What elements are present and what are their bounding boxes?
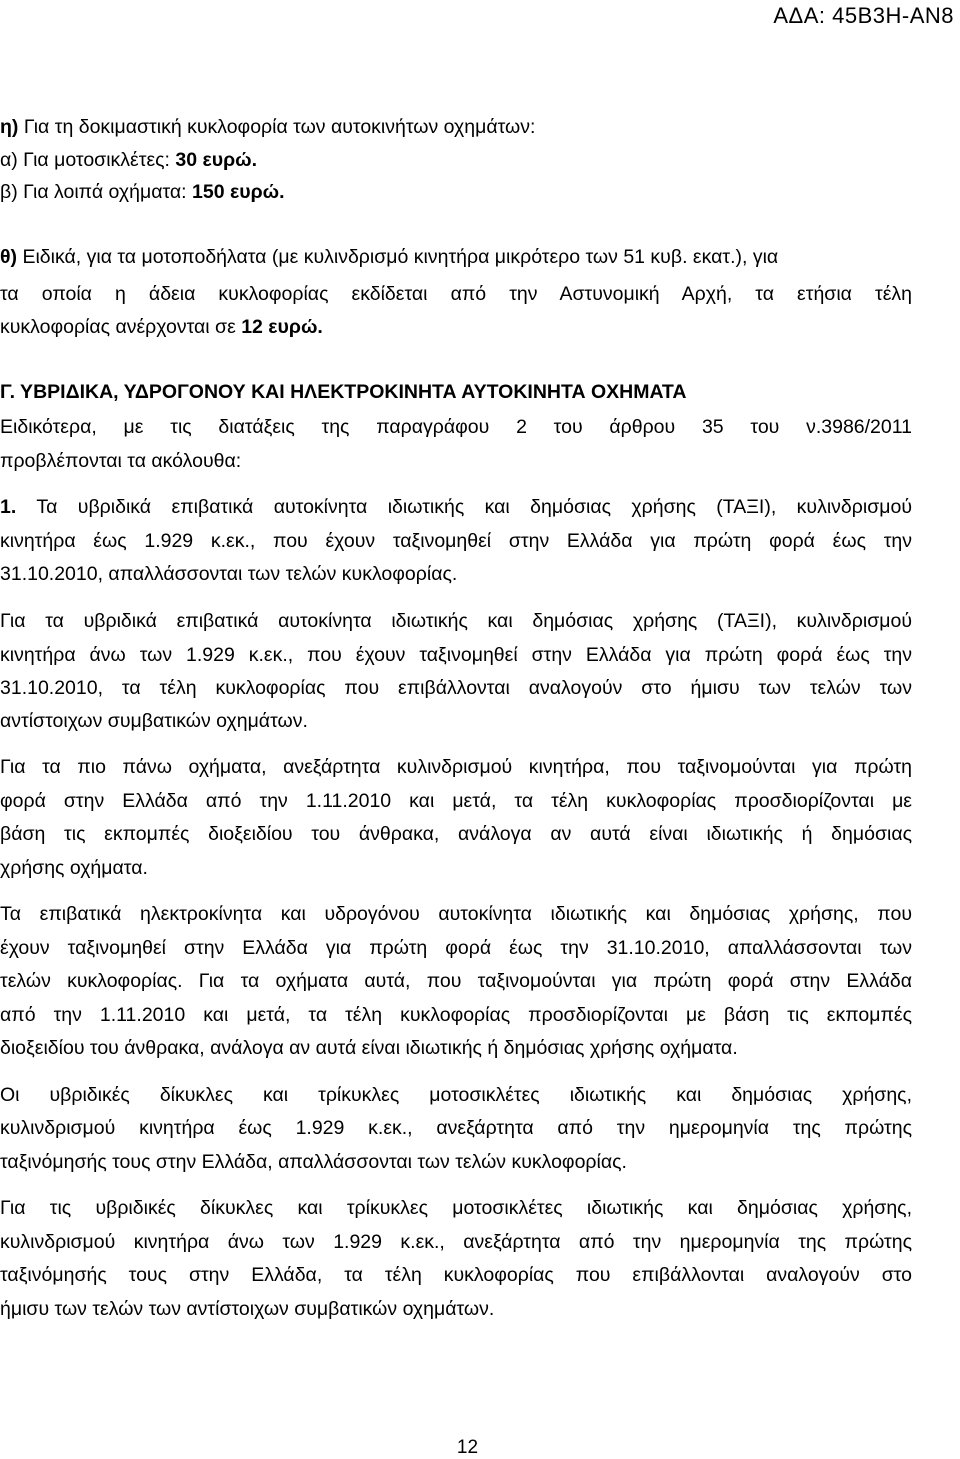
para-3-line-4: χρήσης οχήματα. [0, 857, 148, 879]
section-heading: Γ. ΥΒΡΙΔΙΚΑ, ΥΔΡΟΓΟΝΟΥ ΚΑΙ ΗΛΕΚΤΡΟΚΙΝΗΤΑ ΑΥΤΟΚΙΝΗΤΑ ΟΧΗΜΑΤΑ [0, 381, 687, 403]
para-6-line-1: Για τις υβριδικές δίκυκλες και τρίκυκλες μοτοσικλέτες ιδιωτικής και δημόσιας χρήσης, [0, 1197, 912, 1219]
para-3-line-2: φορά στην Ελλάδα από την 1.11.2010 και μετά, τα τέλη κυκλοφορίας προσδιορίζονται με [0, 790, 912, 812]
para-5-line-2: κυλινδρισμού κινητήρα έως 1.929 κ.εκ., ανεξάρτητα από την ημερομηνία της πρώτης [0, 1117, 912, 1139]
ada-header: ΑΔΑ: 45Β3Η-ΑΝ8 [773, 3, 954, 28]
other-label: β) Για λοιπά οχήματα: [0, 181, 193, 203]
sec-eta-line-3 [0, 180, 912, 204]
page-number: 12 [456, 1437, 479, 1458]
sec-theta-text-3: κυκλοφορίας ανέρχονται σε [0, 316, 242, 338]
para-2-line-3: 31.10.2010, τα τέλη κυκλοφορίας που επιβάλλονται αναλογούν στο ήμισυ των τελών των [0, 677, 912, 699]
intro-line-1: Ειδικότερα, με τις διατάξεις της παραγράφου 2 του άρθρου 35 του ν.3986/2011 [0, 416, 912, 438]
para-5-line-1: Οι υβριδικές δίκυκλες και τρίκυκλες μοτοσικλέτες ιδιωτικής και δημόσιας χρήσης, [0, 1084, 912, 1106]
sec-eta-line-1 [0, 115, 912, 139]
para-3-line-3: βάση τις εκπομπές διοξειδίου του άνθρακα, ανάλογα αν αυτά είναι ιδιωτικής ή δημόσιας [0, 823, 912, 845]
para-2-line-2: κινητήρα άνω των 1.929 κ.εκ., που έχουν ταξινομηθεί στην Ελλάδα για πρώτη φορά έως την [0, 644, 912, 666]
intro-line-2: προβλέπονται τα ακόλουθα: [0, 450, 242, 472]
para-6-line-2: κυλινδρισμού κινητήρα άνω των 1.929 κ.εκ., ανεξάρτητα από την ημερομηνία της πρώτης [0, 1231, 912, 1253]
para-1-text: Τα υβριδικά επιβατικά αυτοκίνητα ιδιωτικής και δημόσιας χρήσης (ΤΑΞΙ), κυλινδρισμού [16, 496, 912, 518]
para-1-number: 1. [0, 496, 17, 518]
para-4-line-3: τελών κυκλοφορίας. Για τα οχήματα αυτά, που ταξινομούνται για πρώτη φορά στην Ελλάδα [0, 970, 912, 992]
sec-eta-line-2 [0, 148, 912, 172]
sec-eta-text: Για τη δοκιμαστική κυκλοφορία των αυτοκινήτων οχημάτων: [18, 116, 536, 138]
para-5-line-3: ταξινόμησής τους στην Ελλάδα, απαλλάσσονται των τελών κυκλοφορίας. [0, 1151, 627, 1173]
para-4-line-2: έχουν ταξινομηθεί στην Ελλάδα για πρώτη φορά έως την 31.10.2010, απαλλάσσονται των [0, 937, 912, 959]
para-6-line-4: ήμισυ των τελών των αντίστοιχων συμβατικών οχημάτων. [0, 1298, 495, 1320]
sec-theta-line-2: τα οποία η άδεια κυκλοφορίας εκδίδεται από την Αστυνομική Αρχή, τα ετήσια τέλη [0, 283, 912, 305]
moto-label: α) Για μοτοσικλέτες: [0, 149, 176, 171]
sec-eta-marker: η) [0, 116, 19, 138]
para-3-line-1: Για τα πιο πάνω οχήματα, ανεξάρτητα κυλινδρισμού κινητήρα, που ταξινομούνται για πρώτη [0, 756, 912, 778]
moped-price: 12 ευρώ. [241, 316, 323, 338]
para-1-line-1 [0, 495, 912, 519]
sec-theta-line-3 [0, 315, 912, 339]
para-4-line-5: διοξειδίου του άνθρακα, ανάλογα αν αυτά είναι ιδιωτικής ή δημόσιας χρήσης οχήματα. [0, 1037, 738, 1059]
moto-price: 30 ευρώ. [175, 149, 258, 171]
para-1-line-2: κινητήρα έως 1.929 κ.εκ., που έχουν ταξινομηθεί στην Ελλάδα για πρώτη φορά έως την [0, 530, 912, 552]
para-2-line-4: αντίστοιχων συμβατικών οχημάτων. [0, 710, 308, 732]
sec-theta-marker: θ) [0, 246, 18, 268]
sec-theta-line-1 [0, 245, 912, 269]
para-1-line-3: 31.10.2010, απαλλάσσονται των τελών κυκλοφορίας. [0, 563, 458, 585]
para-4-line-4: από την 1.11.2010 και μετά, τα τέλη κυκλοφορίας προσδιορίζονται με βάση τις εκπομπές [0, 1004, 912, 1026]
other-price: 150 ευρώ. [192, 181, 285, 203]
para-4-line-1: Τα επιβατικά ηλεκτροκίνητα και υδρογόνου αυτοκίνητα ιδιωτικής και δημόσιας χρήσης, που [0, 903, 912, 925]
para-6-line-3: ταξινόμησής τους στην Ελλάδα, τα τέλη κυκλοφορίας που επιβάλλονται αναλογούν στο [0, 1264, 912, 1286]
sec-theta-text: Ειδικά, για τα μοτοποδήλατα (με κυλινδρισμό κινητήρα μικρότερο των 51 κυβ. εκατ.), για [17, 246, 779, 268]
para-2-line-1: Για τα υβριδικά επιβατικά αυτοκίνητα ιδιωτικής και δημόσιας χρήσης (ΤΑΞΙ), κυλινδρισμού [0, 610, 912, 632]
